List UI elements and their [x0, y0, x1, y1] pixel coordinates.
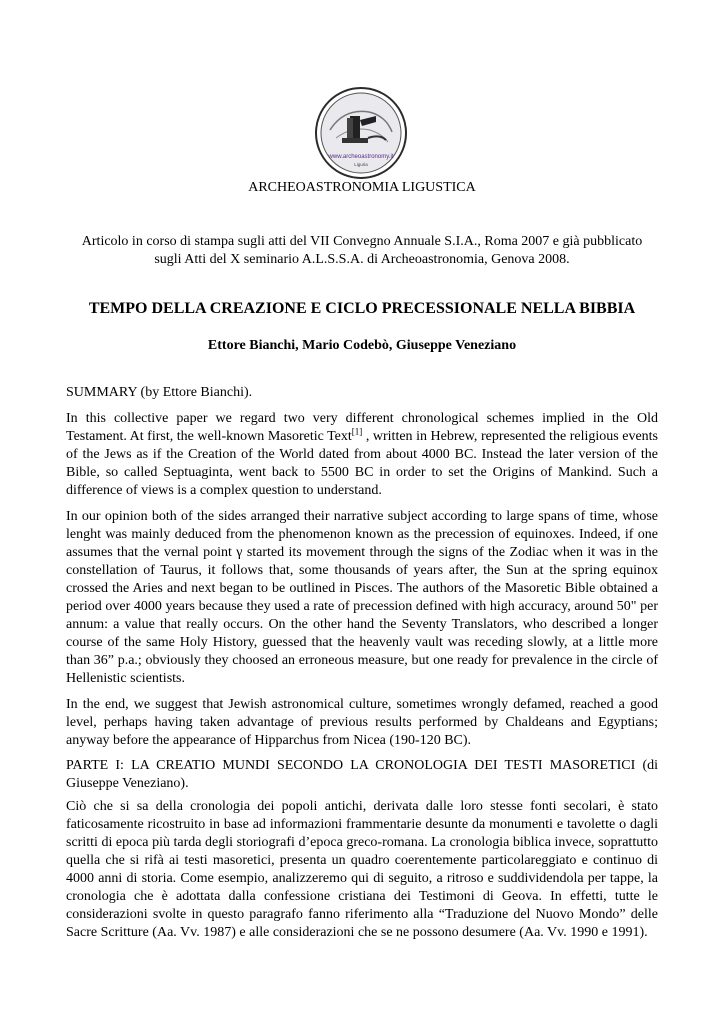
parte-paragraph-1: Ciò che si sa della cronologia dei popoli antichi, derivata dalle loro stesse fonti secolari, è stato faticosamente ricostruito in base ad informazioni frammentarie desunte da monumenti e tavolette o dagli scritti di epoca più tarda degli storiografi d’epoca greco-romana. La cronologia biblica invece, soprattutto quella che si rifà ai testi masoretici, presenta un quadro coerentemente particolareggiato e continuo di 4000 anni di storia. Come esempio, analizzeremo qui di seguito, a ritroso e suddividendola per tappe, la cronologia che è adottata dalla confessione cristiana dei Testimoni di Geova. In effetti, tutte le considerazioni svolte in questo paragrafo fanno riferimento alla “Traduzione del Nuovo Mondo” delle Sacre Scritture (Aa. Vv. 1987) e alle considerazioni che se ne possono desumere (Aa. Vv. 1990 e 1991).: [66, 799, 658, 940]
logo-url-text: www.archeoastronomy.it: [328, 154, 394, 160]
paper-authors: Ettore Bianchi, Mario Codebò, Giuseppe Veneziano: [207, 338, 517, 353]
summary-paragraph-2: In our opinion both of the sides arranged their narrative subject according to large spans of time, whose lenght was mainly deduced from the phenomenon known as the precession of equinoxes. Indeed, if one assumes that the vernal point γ started its movement through the signs of the Zodiac when it was in the constellation of Taurus, it follows that, some thousands of years after, the Sun at the spring equinox crossed the Aries and next began to be outlined in Pisces. The authors of the Masoretic Bible obtained a period over 4000 years because they used a rate of precession defined with high accuracy, around 50" per annum: a value that really occurs. On the other hand the Seventy Translators, who described a longer course of the same Holy History, guessed that the heavenly vault was receding slowly, at a little more than 36” p.a.; obviously they choosed an erroneous measure, but one ready for prevalence in the circle of Hellenistic scientists.: [66, 509, 658, 686]
summary-p1-text-a: In this collective paper we regard two very different chronological schemes implied in the Old Testament. At first, the well-known Masoretic Text: [66, 411, 658, 444]
parte-section: [66, 798, 658, 950]
article-note: [66, 233, 658, 269]
article-note-line-1: Articolo in corso di stampa sugli atti del VII Convegno Annuale S.I.A., Roma 2007 e già pubblicato: [81, 234, 643, 249]
summary-section: [66, 410, 658, 758]
archeoastronomy-logo: [314, 86, 408, 180]
article-note-line-2: sugli Atti del X seminario A.L.S.S.A. di Archeoastronomia, Genova 2008.: [154, 252, 570, 267]
summary-heading: SUMMARY (by Ettore Bianchi).: [66, 385, 253, 400]
logo-subtext: Liguria: [354, 162, 368, 167]
summary-p1-text-b: , written in Hebrew, represented the religious events of the Jews as if the Creation of the World dated from about 4000 BC. Instead the later version of the Bible, so called Septuaginta, went back to 5500 BC in order to set the Origins of Mankind. Such a difference of views is a complex question to understand.: [66, 429, 659, 498]
organization-name: ARCHEOASTRONOMIA LIGUSTICA: [248, 180, 476, 195]
summary-paragraph-1: [66, 410, 658, 500]
paper-title: TEMPO DELLA CREAZIONE E CICLO PRECESSIONALE NELLA BIBBIA: [88, 300, 636, 317]
summary-paragraph-3: In the end, we suggest that Jewish astronomical culture, sometimes wrongly defamed, reached a good level, perhaps having taken advantage of previous results performed by Chaldeans and Egyptians; anyway before the appearance of Hipparchus from Nicea (190-120 BC).: [66, 697, 658, 748]
footnote-ref[interactable]: [1]: [351, 426, 363, 437]
logo-inner-disc: [321, 93, 401, 173]
parte-heading: PARTE I: LA CREATIO MUNDI SECONDO LA CRONOLOGIA DEI TESTI MASORETICI (di Giuseppe Veneziano).: [66, 758, 658, 791]
